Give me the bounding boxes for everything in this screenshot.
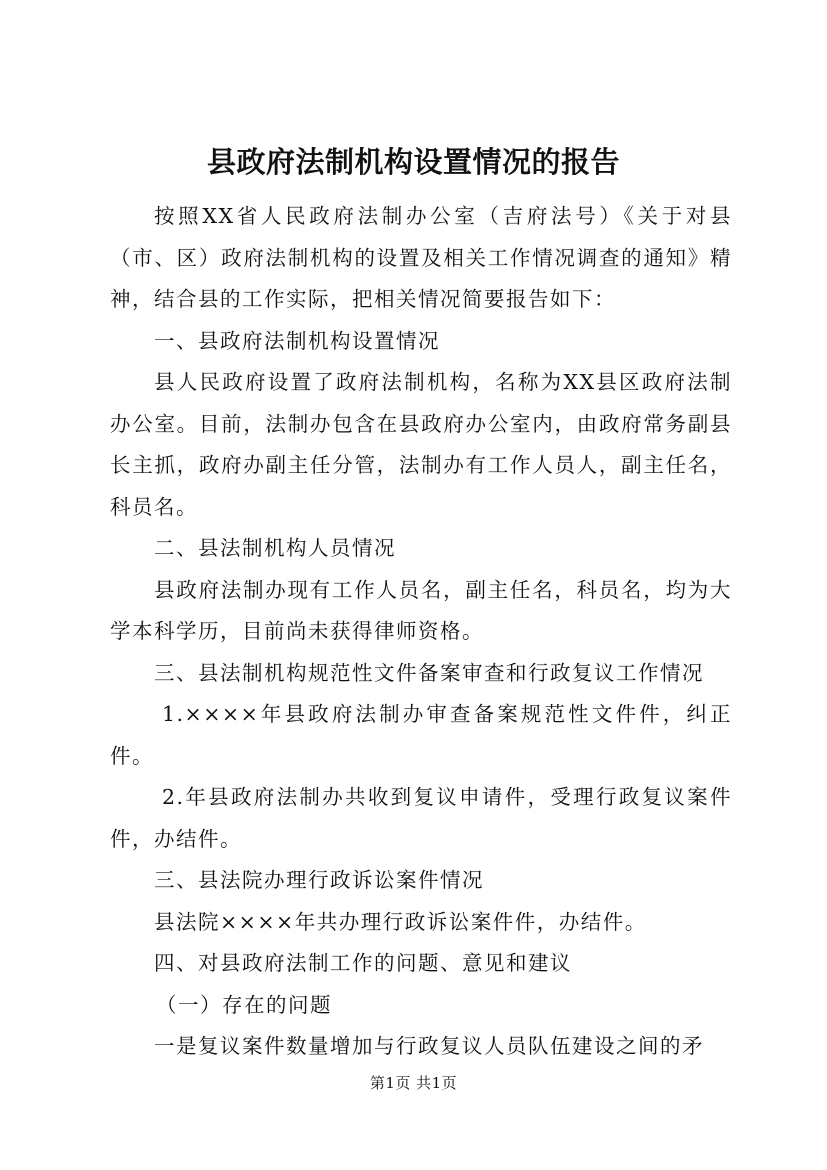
paragraph-problem-1: 一是复议案件数量增加与行政复议人员队伍建设之间的矛: [154, 1034, 704, 1058]
heading-section-4: 四、对县政府法制工作的问题、意见和建议: [154, 951, 572, 975]
paragraph-section-2: 县政府法制办现有工作人员名，副主任名，科员名，均为大学本科学历，目前尚未获得律师资格。: [110, 577, 732, 643]
document-body: [110, 196, 732, 1068]
document-title: 县政府法制机构设置情况的报告: [206, 145, 620, 179]
heading-section-3b: 三、县法院办理行政诉讼案件情况: [154, 868, 484, 892]
list-item-2: 2.年县政府法制办共收到复议申请件，受理行政复议案件件，办结件。: [110, 785, 732, 851]
paragraph-section-1: 县人民政府设置了政府法制机构，名称为XX县区政府法制办公室。目前，法制办包含在县政府办公室内，由政府常务副县长主抓，政府办副主任分管，法制办有工作人员人，副主任名，科员名。: [110, 370, 732, 519]
heading-section-1: 一、县政府法制机构设置情况: [154, 328, 440, 353]
heading-section-3: 三、县法制机构规范性文件备案审查和行政复议工作情况: [154, 660, 704, 685]
page-number-footer: 第1页 共1页: [369, 1074, 458, 1092]
subheading-problems: （一）存在的问题: [156, 992, 332, 1017]
paragraph-section-3b: 县法院××××年共办理行政诉讼案件件，办结件。: [154, 909, 647, 934]
paragraph-intro: 按照XX省人民政府法制办公室（吉府法号）《关于对县（市、区）政府法制机构的设置及相关工作情况调查的通知》精神，结合县的工作实际，把相关情况简要报告如下：: [110, 204, 732, 311]
heading-section-2: 二、县法制机构人员情况: [154, 536, 396, 560]
list-item-1: 1.××××年县政府法制办审查备案规范性文件件，纠正件。: [110, 702, 732, 768]
